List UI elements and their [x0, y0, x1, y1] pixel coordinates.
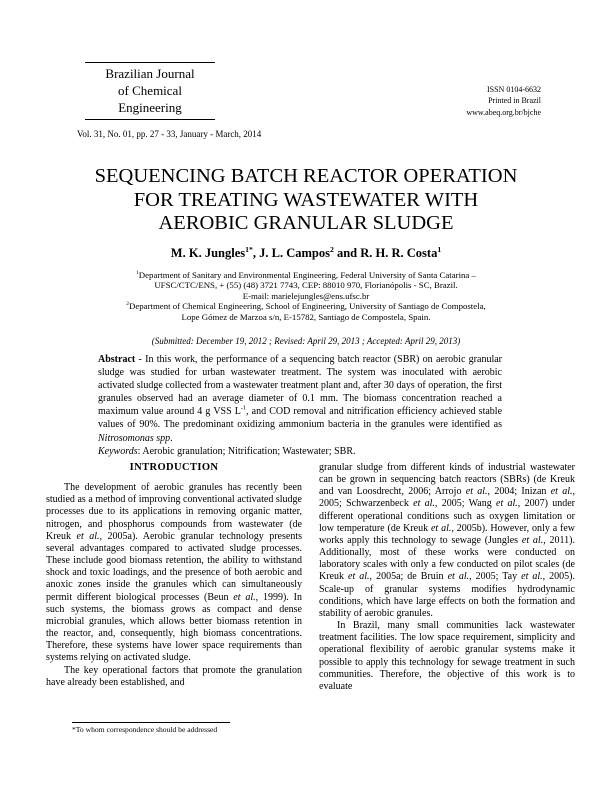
journal-name-line: Engineering — [118, 100, 182, 115]
body-paragraph: granular sludge from different kinds of industrial wastewater can be grown in sequencing batch reactors (SBRs) (de Kreuk and van Loosdrecht, 2006; Arrojo et al., 2004; Inizan et al., 2005; Schwarzenbeck et al., 2005; Wang et al., 2007) under different operational conditions such as oxygen limitation or low temperature (de Kreuk et al., 2005b). However, only a few works apply this technology to sewage (Jungles et al., 2011). Additionally, most of these works were conducted on laboratory scales with only a few conducted on pilot scales (de Kreuk et al., 2005a; de Bruin et al., 2005; Tay et al., 2005). Scale-up of granular systems modifies hydrodynamic conditions, which have large effects on both the formation and stability of aerobic granules. — [319, 462, 576, 619]
title-line: SEQUENCING BATCH REACTOR OPERATION — [94, 165, 518, 187]
issn-number: ISSN 0104-6632 — [486, 85, 541, 94]
left-column — [46, 462, 302, 693]
journal-name-line: Brazilian Journal — [105, 66, 195, 81]
journal-name-line: of Chemical — [118, 83, 182, 98]
body-paragraph: The key operational factors that promote the granulation have already been established, and — [46, 664, 302, 688]
journal-website: www.abeq.org.br/bjche — [466, 107, 541, 117]
body-paragraph: In Brazil, many small communities lack wastewater treatment facilities. The low space requirement, simplicity and operational flexibility of aerobic granular systems make it possible to apply this technology for sewage treatment in such communities. Therefore, the objective of this work is to evaluate — [319, 620, 575, 692]
article-title — [0, 165, 612, 236]
section-heading-introduction: INTRODUCTION — [129, 462, 219, 473]
printed-in: Printed in Brazil — [488, 96, 541, 106]
author-email: E-mail: marielejungles@ens.ufsc.br — [242, 290, 370, 301]
title-line: FOR TREATING WASTEWATER WITH — [133, 188, 479, 211]
affiliation-line: Lope Gómez de Marzoa s/n, E-15782, Santiago de Compostela, Spain. — [181, 311, 431, 322]
body-paragraph: The development of aerobic granules has recently been studied as a method of improving conventional activated sludge processes due to its applications in removing organic matter, nitrogen, and phosphorus compounds from wastewater (de Kreuk et al., 2005a). Aerobic granular technology presents several advantages compared to activated sludge processes. These include good biomass retention, the ability to withstand shock and toxic loadings, and the presence of both aerobic and anoxic zones inside the granules which can simultaneously permit different biological processes (Beun et al., 1999). In such systems, the biomass grows as compact and dense microbial granules, which allows better biomass retention in the reactor, and, consequently, high biomass concentrations. Therefore, these systems have lower space requirements than systems relying on activated sludge. — [46, 482, 302, 664]
affiliation-line: $^1$Department of Sanitary and Environmental Engineering, Federal University of Santa Catarina – — [136, 270, 476, 280]
right-column — [319, 462, 575, 693]
affiliations-block — [0, 270, 612, 322]
volume-issue-line: Vol. 31, No. 01, pp. 27 - 33, January - March, 2014 — [77, 129, 262, 139]
issn-block — [466, 84, 541, 118]
abstract-text: Abstract - In this work, the performance of a sequencing batch reactor (SBR) on aerobic granular sludge was studied for urban wastewater treatment. The system was inoculated with aerobic activated sludge collected from a wastewater treatment plant and, after 30 days of operation, the first granules observed had an average diameter of 0.1 mm. The biomass concentration reached a maximum value around 4 g VSS $L^{-1}$, and COD removal and nitrification efficiency achieved stable values of 90%. The predominant oxidizing ammonium bacteria in the granules were identified as Nitrosomonas spp. — [98, 354, 503, 444]
correspondence-footnote — [72, 722, 372, 734]
title-line: AEROBIC GRANULAR SLUDGE — [158, 212, 454, 234]
body-columns — [46, 462, 576, 693]
abstract-block — [98, 353, 502, 458]
authors-line: M. K. Jungles$^{1*}$, J. L. Campos$^2$ and R. H. R. Costa$^1$ — [170, 244, 442, 260]
affiliation-line: $^2$Department of Chemical Engineering, School of Engineering, University of Santiago de Compostela, — [126, 301, 486, 312]
affiliation-line: UFSC/CTC/ENS, + (55) (48) 3721 7743, CEP: 88010 970, Florianópolis - SC, Brazil. — [154, 280, 458, 291]
footnote-rule — [72, 722, 230, 723]
keywords-line: Keywords: Aerobic granulation; Nitrification; Wastewater; SBR. — [98, 445, 356, 457]
submission-history-line: (Submitted: December 19, 2012 ; Revised: April 29, 2013 ; Accepted: April 29, 2013) — [151, 336, 461, 346]
footnote-text: *To whom correspondence should be addressed — [72, 725, 218, 734]
journal-name-block — [85, 62, 215, 120]
